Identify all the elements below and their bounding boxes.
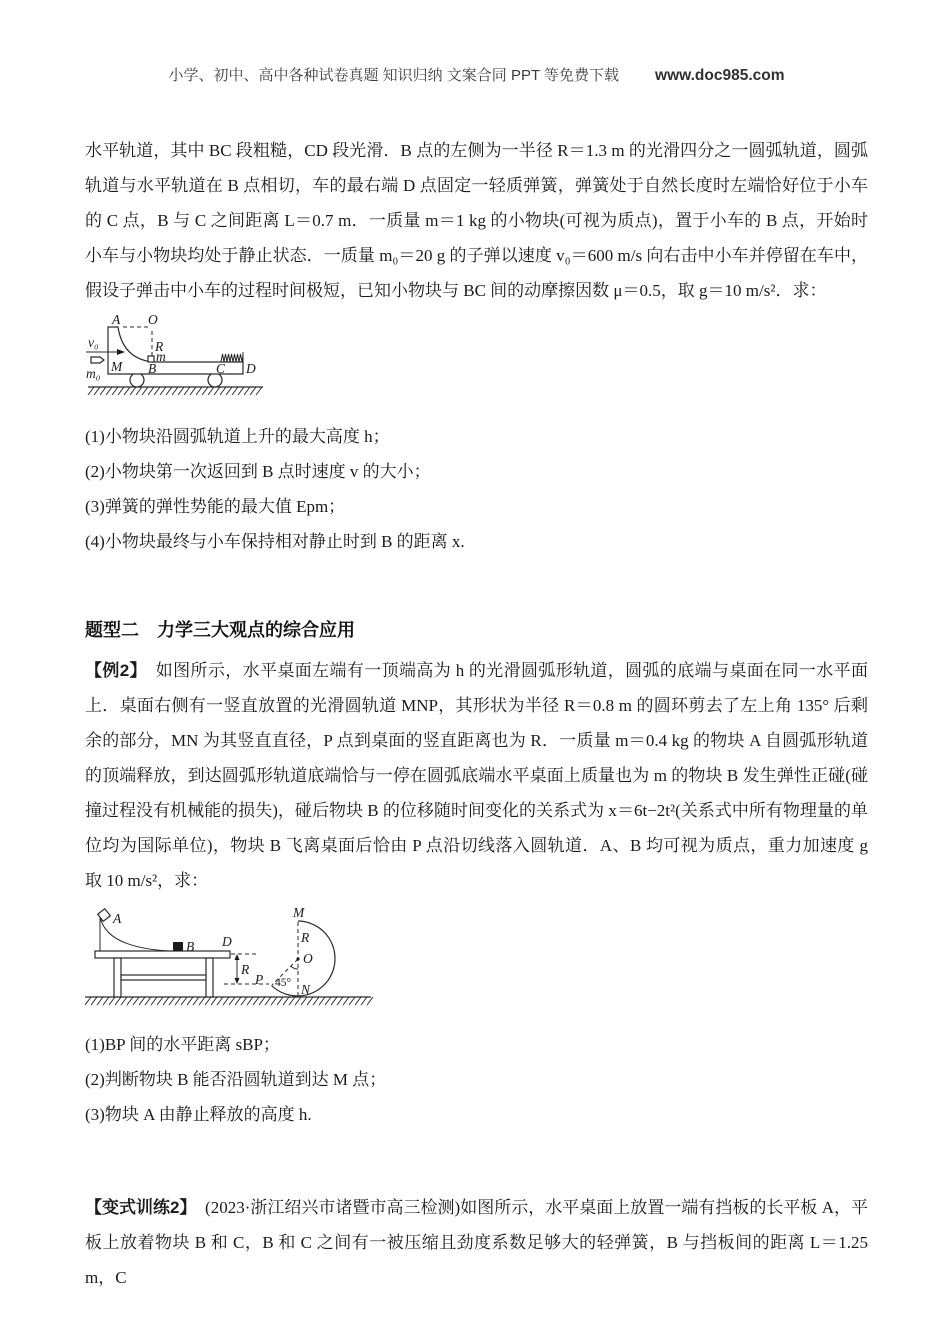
problem1-body: 水平轨道，其中 BC 段粗糙，CD 段光滑．B 点的左侧为一半径 R＝1.3 m 的光滑四分之一圆弧轨道，圆弧轨道与水平轨道在 B 点相切，车的最右端 D 点固定一轻质弹簧，弹簧处于自然长度时左端恰好位于小车的 C 点，B 与 C 之间距离 L＝0.7 m．一质量 m＝1 kg 的小物块(可视为质点)，置于小车的 B 点，开始时小车与小物块均处于静止状态．一质量 m₀＝20 g 的子弹以速度 v₀＝600 m/s 向右击中小车并停留在车中，假设子弹击中小车的过程时间极短，已知小物块与 BC 间的动摩擦因数 μ＝0.5，取 g＝10 m/s²．求：: [85, 141, 868, 300]
label-M: M: [293, 906, 305, 920]
question-line: (1)BP 间的水平距离 sBP；: [85, 1035, 280, 1054]
question-line: (3)弹簧的弹性势能的最大值 Epm；: [85, 497, 346, 516]
header-site-url: www.doc985.com: [655, 67, 785, 84]
table-leg-left: [114, 958, 121, 997]
question-line: (4)小物块最终与小车保持相对静止时到 B 的距离 x.: [85, 532, 465, 551]
example2-body: [85, 653, 868, 898]
section-heading: 题型二 力学三大观点的综合应用: [85, 620, 355, 640]
question-line: (1)小物块沿圆弧轨道上升的最大高度 h；: [85, 427, 390, 446]
ground-hatch: [85, 997, 373, 1005]
block-B: [173, 942, 183, 951]
example2-questions: [85, 1027, 868, 1132]
variation2-body: [85, 1190, 868, 1295]
label-A: A: [113, 911, 122, 926]
label-O: O: [148, 314, 158, 327]
label-P: P: [255, 972, 264, 987]
label-M: M: [111, 359, 123, 374]
label-D: D: [222, 934, 232, 949]
cart-wheel-left: [130, 373, 144, 387]
variation2-tag: 【变式训练2】: [85, 1198, 189, 1217]
angle-arc-45: [291, 966, 298, 969]
label-A: A: [112, 314, 121, 327]
bullet-icon: [91, 357, 104, 363]
center-O-dot: [296, 957, 299, 960]
question-line: (3)物块 A 由静止释放的高度 h.: [85, 1105, 312, 1124]
label-B: B: [148, 361, 157, 376]
label-O: O: [303, 951, 313, 966]
label-B: B: [186, 939, 195, 954]
table-leg-right: [206, 958, 213, 997]
label-C: C: [216, 361, 226, 376]
label-R-radius: R: [301, 930, 310, 945]
label-45deg: 45°: [275, 977, 292, 989]
diagram-table-loop: [85, 906, 377, 1021]
question-line: (2)判断物块 B 能否沿圆轨道到达 M 点；: [85, 1070, 387, 1089]
label-D: D: [246, 361, 256, 376]
R-arrow-down: [235, 978, 240, 984]
page-header: [85, 64, 868, 85]
ground-hatch: [88, 387, 262, 395]
label-m0: m₀: [86, 366, 101, 381]
variation2-text: (2023·浙江绍兴市诸暨市高三检测)如图所示，水平桌面上放置一端有挡板的长平板 A，平板上放着物块 B 和 C，B 和 C 之间有一被压缩且劲度系数足够大的轻弹簧，B 与挡板间的距离 L＝1.25 m，C: [85, 1198, 868, 1287]
diagram-cart-spring: [85, 314, 285, 409]
label-m: m: [156, 349, 166, 364]
label-R-height: R: [241, 962, 250, 977]
table-top: [95, 951, 230, 958]
R-arrow-up: [235, 954, 240, 960]
example2-tag: 【例2】: [85, 661, 139, 680]
question-line: (2)小物块第一次返回到 B 点时速度 v 的大小；: [85, 462, 431, 481]
table-brace: [121, 975, 206, 980]
header-promo-text: 小学、初中、高中各种试卷真题 知识归纳 文案合同 PPT 等免费下载: [168, 67, 620, 84]
label-v0: v₀: [88, 335, 99, 350]
slide-curve: [100, 916, 168, 951]
problem1-questions: [85, 419, 868, 559]
example2-text: 如图所示，水平桌面左端有一顶端高为 h 的光滑圆弧形轨道，圆弧的底端与桌面在同一水平面上．桌面右侧有一竖直放置的光滑圆轨道 MNP，其形状为半径 R＝0.8 m 的圆环剪去了左上角 135° 后剩余的部分，MN 为其竖直直径，P 点到桌面的竖直距离也为 R．一质量 m＝0.4 kg 的物块 A 自圆弧形轨道的顶端释放，到达圆弧形轨道底端恰与一停在圆弧底端水平桌面上质量也为 m 的物块 B 发生弹性正碰(碰撞过程没有机械能的损失)，碰后物块 B 的位移随时间变化的关系式为 x＝6t−2t²(关系式中所有物理量的单位均为国际单位)，物块 B 飞离桌面后恰由 P 点沿切线落入圆轨道．A、B 均可视为质点，重力加速度 g 取 10 m/s²，求：: [85, 661, 868, 890]
label-R: R: [155, 339, 164, 354]
label-N: N: [301, 982, 311, 997]
